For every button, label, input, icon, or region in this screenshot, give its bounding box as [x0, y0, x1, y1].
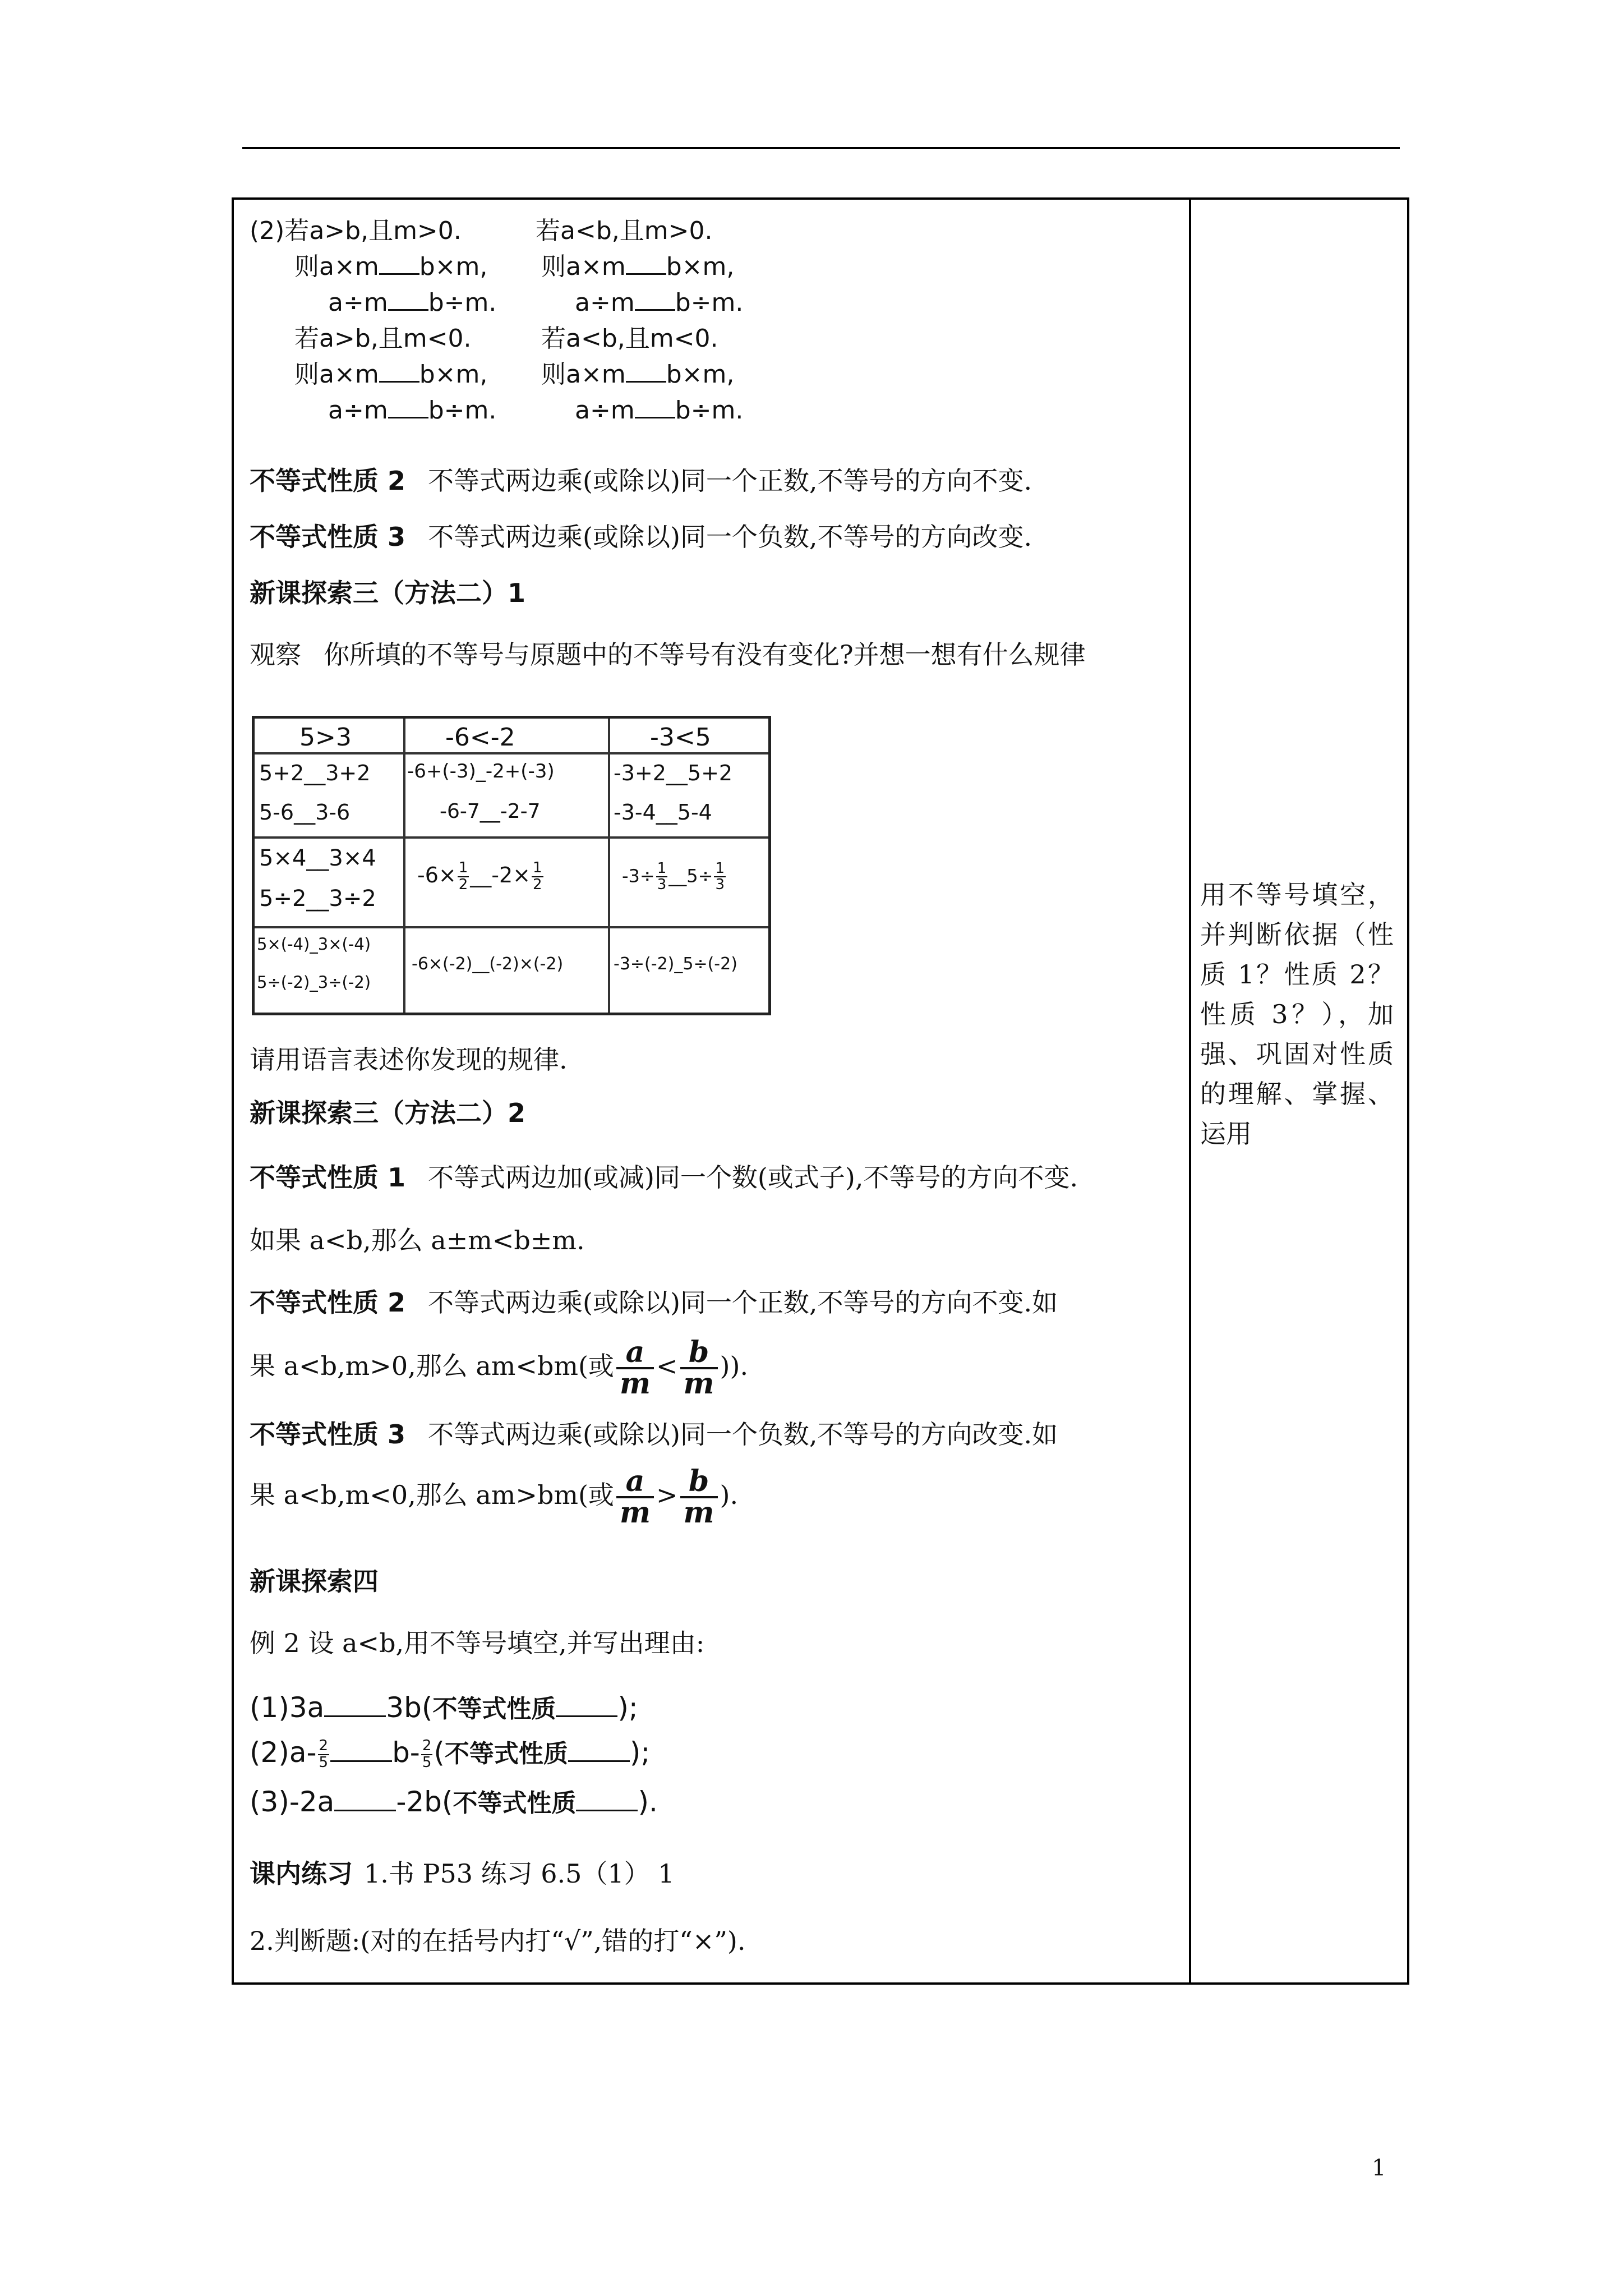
- table-row-divider: [255, 836, 768, 839]
- blank[interactable]: [576, 1810, 638, 1811]
- table-cell-frac-expr: -6× $\frac{1}{2}$ __-2× $\frac{1}{2}$: [417, 859, 542, 893]
- property-2-statement: [250, 1287, 1058, 1318]
- observe-text: 你所填的不等号与原题中的不等号有没有变化?并想一想有什么规律: [324, 639, 1086, 670]
- part2-row4-left: 若a>b,且m<0.: [294, 324, 472, 353]
- fraction: $\frac{2}{5}$: [319, 1737, 329, 1771]
- part2-row2-left-tail: b×m,: [419, 252, 488, 281]
- blank[interactable]: [568, 1760, 630, 1762]
- exercise-table: [252, 716, 771, 1015]
- part2-row6-left-tail: b÷m.: [428, 396, 497, 425]
- property-label: 不等式性质 2: [250, 466, 406, 496]
- fraction-b-over-m: $\frac{b}{m}$: [680, 1338, 718, 1398]
- fraction-a-over-m: $\frac{a}{m}$: [616, 1467, 654, 1527]
- table-cell: -6-7__-2-7: [440, 800, 541, 823]
- blank[interactable]: [334, 1810, 396, 1811]
- part2-row5-left-tail: b×m,: [419, 360, 488, 389]
- table-header: 5>3: [299, 723, 352, 752]
- table-cell: -3-4__5-4: [614, 800, 712, 825]
- table-header: -3<5: [650, 723, 711, 752]
- property-label: 不等式性质 1: [250, 1162, 406, 1193]
- fraction: $\frac{1}{3}$: [715, 860, 725, 894]
- property-text: 不等式两边乘(或除以)同一个正数,不等号的方向不变.: [428, 466, 1032, 496]
- blank[interactable]: [324, 1715, 386, 1717]
- table-cell: 5÷(-2)_3÷(-2): [257, 973, 371, 992]
- blank[interactable]: [388, 309, 428, 311]
- practice-label: 课内练习: [250, 1858, 353, 1889]
- property-text: 不等式两边加(或减)同一个数(或式子),不等号的方向不变.: [428, 1162, 1078, 1193]
- property-3-example: 果 a<b,m<0,那么 am>bm(或 $\frac{a}{m}$ > $\frac{b}{m}$ ).: [250, 1464, 739, 1530]
- fraction: $\frac{1}{2}$: [533, 859, 542, 893]
- section-heading: 新课探索三（方法二）1: [250, 578, 526, 608]
- property-label: 不等式性质 3: [250, 522, 406, 552]
- describe-prompt: 请用语言表述你发现的规律.: [250, 1045, 568, 1075]
- part2-row3-right-tail: b÷m.: [675, 288, 744, 317]
- property-2-statement: [250, 466, 1032, 496]
- table-col-divider: [608, 719, 610, 1013]
- table-cell: 5-6__3-6: [259, 800, 351, 825]
- page-number: 1: [1372, 2155, 1386, 2181]
- fraction: $\frac{1}{3}$: [657, 860, 667, 894]
- column-divider: [1189, 197, 1191, 1985]
- property-1-example: 如果 a<b,那么 a±m<b±m.: [250, 1225, 585, 1255]
- blank[interactable]: [388, 417, 428, 418]
- property-text: 不等式两边乘(或除以)同一个正数,不等号的方向不变.如: [428, 1287, 1058, 1318]
- table-cell: -3÷(-2)_5÷(-2): [614, 954, 737, 974]
- part2-row1-left: (2)若a>b,且m>0.: [250, 217, 462, 245]
- blank[interactable]: [379, 273, 419, 275]
- part2-row2-left: 则a×m: [294, 252, 379, 281]
- property-3-statement: [250, 522, 1032, 553]
- fraction: $\frac{2}{5}$: [422, 1737, 432, 1771]
- table-col-divider: [403, 719, 405, 1013]
- property-3-statement: [250, 1419, 1058, 1450]
- table-cell: -6×(-2)__(-2)×(-2): [412, 954, 564, 974]
- table-row-divider: [255, 926, 768, 928]
- fraction: $\frac{1}{2}$: [458, 859, 468, 893]
- table-cell: -6+(-3)_-2+(-3): [407, 760, 555, 783]
- table-cell: 5+2__3+2: [259, 761, 371, 785]
- part2-row3-left: a÷m: [328, 288, 388, 317]
- property-text: 不等式两边乘(或除以)同一个负数,不等号的方向改变.如: [428, 1419, 1058, 1450]
- part2-row2-right: 则a×m: [541, 252, 626, 281]
- section-heading: 新课探索四: [250, 1566, 379, 1596]
- example-item-1: (1)3a 3b(不等式性质 );: [250, 1691, 638, 1724]
- property-label: 不等式性质 2: [250, 1287, 406, 1318]
- part2-row5-right-tail: b×m,: [666, 360, 735, 389]
- property-text: 不等式两边乘(或除以)同一个负数,不等号的方向改变.: [428, 522, 1032, 552]
- part2-row1-right: 若a<b,且m>0.: [536, 217, 713, 245]
- fraction-b-over-m: $\frac{b}{m}$: [680, 1467, 718, 1527]
- example-item-2: (2)a- $\frac{2}{5}$ b- $\frac{2}{5}$ (不等式性质 );: [250, 1736, 651, 1771]
- property-2-example: 果 a<b,m>0,那么 am<bm(或 $\frac{a}{m}$ < $\frac{b}{m}$ )).: [250, 1335, 749, 1401]
- blank[interactable]: [626, 381, 666, 383]
- part2-row6-left: a÷m: [328, 396, 388, 425]
- blank[interactable]: [626, 273, 666, 275]
- part2-row4-right: 若a<b,且m<0.: [541, 324, 718, 353]
- fraction-a-over-m: $\frac{a}{m}$: [616, 1338, 654, 1398]
- teaching-note: 用不等号填空，并判断依据（性质 1？性质 2？性质 3？），加强、巩固对性质的理解、掌握、运用: [1200, 880, 1394, 1149]
- table-cell-frac-expr: -3÷ $\frac{1}{3}$ __5÷ $\frac{1}{3}$: [622, 860, 725, 894]
- table-header: -6<-2: [445, 723, 515, 752]
- property-1-statement: [250, 1162, 1078, 1193]
- header-rule: [242, 147, 1400, 149]
- blank[interactable]: [635, 417, 675, 418]
- practice-text: 1.书 P53 练习 6.5（1） 1: [364, 1858, 675, 1889]
- example-item-3: (3)-2a -2b(不等式性质 ).: [250, 1786, 658, 1818]
- blank[interactable]: [635, 309, 675, 311]
- blank[interactable]: [330, 1760, 392, 1762]
- table-cell: 5÷2__3÷2: [259, 886, 376, 912]
- part2-row5-right: 则a×m: [541, 360, 626, 389]
- part2-row3-right: a÷m: [575, 288, 635, 317]
- part2-row3-left-tail: b÷m.: [428, 288, 497, 317]
- part2-row5-left: 则a×m: [294, 360, 379, 389]
- table-cell: -3+2__5+2: [614, 761, 733, 785]
- table-cell: 5×(-4)_3×(-4): [257, 935, 371, 954]
- observe-label: 观察: [250, 639, 301, 670]
- part2-row6-right: a÷m: [575, 396, 635, 425]
- blank[interactable]: [556, 1715, 617, 1717]
- observe-prompt: [250, 639, 1086, 670]
- blank[interactable]: [379, 381, 419, 383]
- section-heading: 新课探索三（方法二）2: [250, 1098, 526, 1128]
- part2-row6-right-tail: b÷m.: [675, 396, 744, 425]
- part2-row2-right-tail: b×m,: [666, 252, 735, 281]
- property-label: 不等式性质 3: [250, 1419, 406, 1450]
- judge-prompt: 2.判断题:(对的在括号内打“√”,错的打“×”).: [250, 1926, 746, 1956]
- example-2-prompt: 例 2 设 a<b,用不等号填空,并写出理由:: [250, 1628, 705, 1658]
- table-cell: 5×4__3×4: [259, 845, 376, 871]
- practice-line: [250, 1858, 675, 1889]
